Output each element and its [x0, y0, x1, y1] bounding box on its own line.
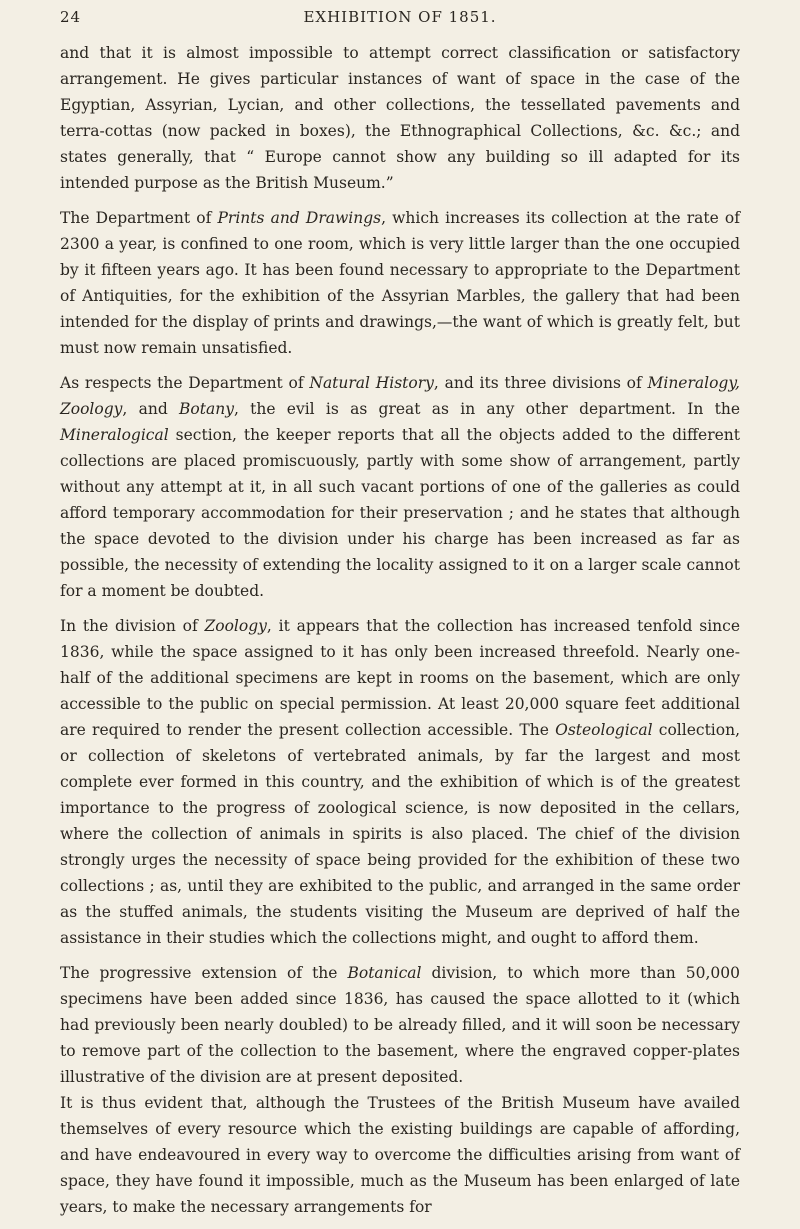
running-title: EXHIBITION OF 1851.: [303, 8, 497, 26]
text: , which increases its collection at the rate of 2300 a year, is confined to one room, which is very little larger than the one occupied by it fifteen years ago. It has been found necessary to appropriate to the Department of Antiquities, for the exhibition of the Assyrian Marbles, the gallery that had been intended for the display of prints and drawings,—the want of which is greatly felt, but must now remain unsatisfied.: [60, 209, 741, 357]
italic-term: Mineralogy, Zoology: [60, 374, 740, 418]
italic-term: Osteological: [555, 721, 653, 739]
italic-term: Botany: [179, 400, 234, 418]
page-number: 24: [60, 8, 82, 26]
text: As respects the Department of: [60, 374, 310, 392]
italic-term: Zoology: [204, 617, 267, 635]
paragraph-1: [60, 40, 740, 196]
text: In the division of: [60, 617, 205, 635]
italic-term: Botanical: [347, 964, 422, 982]
text: , and its three divisions of: [433, 374, 648, 392]
body-text: [60, 40, 740, 1229]
text: The Department of: [60, 209, 218, 227]
italic-term: Mineralogical: [60, 426, 169, 444]
running-header: [60, 8, 740, 32]
text: The progressive extension of the: [60, 964, 348, 982]
text: , and: [122, 400, 180, 418]
paragraph-5: [60, 960, 740, 1090]
paragraph-2: [60, 205, 740, 361]
text: , the evil is as great as in any other department. In the: [233, 400, 740, 418]
text: and that it is almost impossible to attempt correct classification or satisfactory arrangement. He gives particular instances of want of space in the case of the Egyptian, Assyrian, Lycian, and other collections, the tessellated pavements and terra-cottas (now packed in boxes), the Ethnographical Collections, &c. &c.; and states generally, that “ Europe cannot show any building so ill adapted for its intended purpose as the British Museum.”: [60, 44, 740, 192]
italic-term: Prints and Drawings: [217, 209, 382, 227]
paragraph-4: [60, 613, 740, 951]
paragraph-3: [60, 370, 740, 604]
paragraph-6: [60, 1090, 740, 1220]
text: It is thus evident that, although the Trustees of the British Museum have availed themselves of every resource which the existing buildings are capable of affording, and have endeavoured in every way to overcome the difficulties arising from want of space, they have found it impossible, much as the Museum has been enlarged of late years, to make the necessary arrangements for: [60, 1094, 740, 1216]
italic-term: Natural History: [309, 374, 434, 392]
text: collection, or collection of skeletons of vertebrated animals, by far the largest and most complete ever formed in this country, and the exhibition of which is of the greatest importance to the progress of zoological science, is now deposited in the cellars, where the collection of animals in spirits is also placed. The chief of the division strongly urges the necessity of space being provided for the exhibition of these two collections ; as, until they are exhibited to the public, and arranged in the same order as the stuffed animals, the students visiting the Museum are deprived of half the assistance in their studies which the collections might, and ought to afford them.: [60, 721, 741, 947]
text: division, to which more than 50,000 specimens have been added since 1836, has caused the space allotted to it (which had previously been nearly doubled) to be already filled, and it will soon be necessary to remove part of the collection to the basement, where the engraved copper-plates illustrative of the division are at present deposited.: [60, 964, 740, 1086]
text: , it appears that the collection has increased tenfold since 1836, while the space assigned to it has only been increased threefold. Nearly one-half of the additional specimens are kept in rooms on the basement, which are only accessible to the public on special permission. At least 20,000 square feet additional are required to render the present collection accessible. The: [60, 617, 740, 739]
text: section, the keeper reports that all the objects added to the different collections are placed promiscuously, partly with some show of arrangement, partly without any attempt at it, in all such vacant portions of one of the galleries as could afford temporary accommodation for their preservation ; and he states that although the space devoted to the division under his charge has been increased as far as possible, the necessity of extending the locality assigned to it on a larger scale cannot for a moment be doubted.: [60, 426, 740, 600]
